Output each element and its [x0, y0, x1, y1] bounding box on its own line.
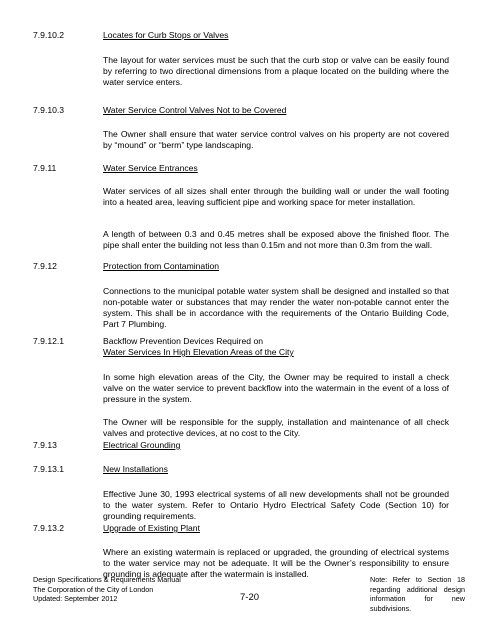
paragraph: Connections to the municipal potable water system shall be designed and installed so that non-potable water or substances that may render the water non-potable cannot enter the system. This shall be in accordance with the requirements of the Ontario Building Code, Part 7 Plumbing.: [103, 286, 449, 329]
section-number: 7.9.12.1: [33, 336, 65, 346]
section-title-line: Water Services In High Elevation Areas of the City: [103, 347, 294, 357]
paragraph: A length of between 0.3 and 0.45 metres shall be exposed above the finished floor. The pipe shall enter the building not less than 0.15m and not more than 0.3m from the wall.: [103, 229, 449, 250]
paragraph: Effective June 30, 1993 electrical systems of all new developments shall not be grounded to the water system. Refer to Ontario Hydro Electrical Safety Code (Section 10) for grounding requirements.: [103, 489, 449, 521]
section-title: Protection from Contamination: [103, 261, 220, 271]
paragraph: The Owner shall ensure that water service control valves on his property are not covered by “mound” or “berm” type landscaping.: [103, 129, 449, 150]
paragraph: Water services of all sizes shall enter through the building wall or under the wall footing into a heated area, leaving sufficient pipe and working space for meter installation.: [103, 186, 449, 207]
footer-line: Design Specifications & Requirements Manual: [33, 575, 181, 584]
footer-line: Updated: September 2012: [33, 594, 118, 603]
paragraph: In some high elevation areas of the City, the Owner may be required to install a check valve on the water service to prevent backflow into the watermain in the event of a loss of pressure in the system.: [103, 372, 449, 404]
section-title: Locates for Curb Stops or Valves: [103, 30, 229, 40]
section-title: Water Service Entrances: [103, 163, 198, 173]
section-title-line: Backflow Prevention Devices Required on: [103, 336, 264, 346]
footer-manual-info: [33, 575, 181, 604]
section-number: 7.9.13.1: [33, 464, 65, 474]
paragraph: The Owner will be responsible for the supply, installation and maintenance of all check valves and protective devices, at no cost to the City.: [103, 417, 449, 438]
section-title: Water Service Control Valves Not to be Covered: [103, 105, 287, 115]
section-title: Upgrade of Existing Plant: [103, 523, 200, 533]
section-number: 7.9.10.2: [33, 30, 65, 40]
section-title: [103, 336, 294, 358]
section-number: 7.9.10.3: [33, 105, 65, 115]
section-number: 7.9.13: [33, 440, 57, 450]
section-title: New Installations: [103, 464, 168, 474]
section-number: 7.9.11: [33, 163, 57, 173]
section-title: Electrical Grounding: [103, 440, 181, 450]
paragraph: The layout for water services must be such that the curb stop or valve can be easily found by referring to two directional dimensions from a plaque located on the building where the water service enters.: [103, 55, 449, 87]
paragraph: Where an existing watermain is replaced or upgraded, the grounding of electrical systems to the water service may not be adequate. It will be the Owner’s responsibility to ensure grounding is adequate after the watermain is installed.: [103, 547, 449, 579]
footer-note: Note: Refer to Section 18 regarding additional design information for new subdivisions.: [370, 575, 465, 613]
section-number: 7.9.13.2: [33, 523, 65, 533]
footer-line: The Corporation of the City of London: [33, 584, 154, 594]
section-number: 7.9.12: [33, 261, 57, 271]
page-number: 7-20: [240, 592, 260, 603]
